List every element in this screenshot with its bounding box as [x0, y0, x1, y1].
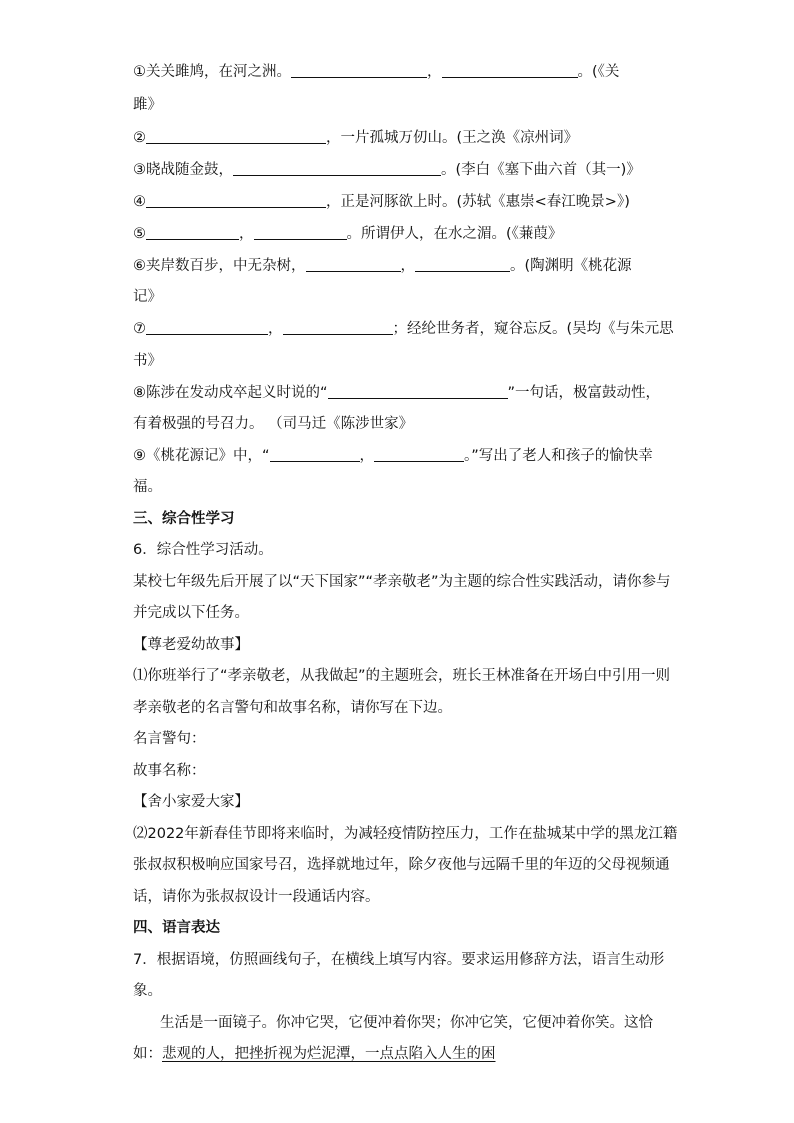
passage-text: 如：	[133, 1046, 162, 1062]
item-text: ，	[239, 226, 254, 242]
item-text: ”一句话，极富鼓动性，	[507, 385, 661, 401]
item-text: ；经纶世务者，窥谷忘反。(吴均《与朱元思	[392, 321, 674, 337]
fill-item-7-cont: 书》	[133, 353, 162, 369]
blank-line[interactable]	[270, 447, 360, 462]
item-text: 。”写出了老人和孩子的愉快幸	[464, 448, 653, 464]
task-1-line-1: ⑴你班举行了“孝亲敬老，从我做起”的主题班会，班长王林准备在开场白中引用一则	[133, 668, 671, 684]
item-text: ，	[400, 258, 415, 274]
item-text: ，正是河豚欲上时。(苏轼《惠崇<春江晚景>》)	[326, 194, 630, 210]
section-heading-4: 四、语言表达	[133, 920, 220, 936]
question-7-line-1: 7．根据语境，仿照画线句子，在横线上填写内容。要求运用修辞方法，语言生动形	[133, 952, 665, 968]
fill-item-3	[133, 160, 641, 182]
fill-item-6-cont: 记》	[133, 289, 162, 305]
passage-line-1: 生活是一面镜子。你冲它哭，它便冲着你哭；你冲它笑，它便冲着你笑。这恰	[160, 1015, 653, 1031]
item-text: 。所谓伊人，在水之湄。(《蒹葭》	[346, 226, 563, 242]
item-text: ③晓战随金鼓，	[133, 162, 233, 178]
fill-item-5	[133, 224, 562, 246]
item-text: ，	[359, 448, 375, 464]
item-text: 。(陶渊明《桃花源	[510, 258, 632, 274]
item-text: 。(《关	[577, 64, 620, 80]
fill-item-8-cont: 有着极强的号召力。 （司马迁《陈涉世家》	[133, 416, 414, 432]
item-text: ④	[133, 194, 146, 210]
task-2-title: 【舍小家爱大家】	[133, 794, 249, 810]
blank-line[interactable]	[146, 193, 326, 208]
task-2-line-1: ⑵2022年新春佳节即将来临时，为减轻疫情防控压力，工作在盐城某中学的黑龙江籍	[133, 826, 678, 842]
blank-line[interactable]	[146, 320, 268, 335]
intro-line-2: 并完成以下任务。	[133, 605, 249, 621]
quote-label: 名言警句：	[133, 731, 206, 747]
item-text: 。(李白《塞下曲六首（其一)》	[441, 162, 641, 178]
fill-item-1	[133, 62, 619, 84]
blank-line[interactable]	[306, 257, 401, 272]
item-text: ⑦	[133, 321, 146, 337]
blank-line[interactable]	[233, 161, 441, 176]
passage-line-2	[133, 1044, 496, 1066]
blank-line[interactable]	[146, 129, 326, 144]
blank-line[interactable]	[291, 63, 427, 78]
fill-item-9-cont: 福。	[133, 479, 162, 495]
fill-item-4	[133, 192, 630, 214]
fill-item-2	[133, 128, 578, 150]
story-label: 故事名称：	[133, 763, 206, 779]
blank-line[interactable]	[283, 320, 393, 335]
item-text: ，一片孤城万仞山。(王之涣《凉州词》	[326, 130, 579, 146]
item-text: ，	[268, 321, 283, 337]
task-2-line-3: 话，请你为张叔叔设计一段通话内容。	[133, 889, 380, 905]
fill-item-6	[133, 256, 632, 278]
item-text: ⑤	[133, 226, 146, 242]
task-2-line-2: 张叔叔积极响应国家号召，选择就地过年，除夕夜他与远隔千里的年迈的父母视频通	[133, 857, 670, 873]
item-text: ，	[427, 64, 442, 80]
fill-item-7	[133, 319, 674, 341]
item-text: ②	[133, 130, 146, 146]
fill-item-9	[133, 446, 653, 468]
intro-line-1: 某校七年级先后开展了以“天下国家”“孝亲敬老”为主题的综合性实践活动，请你参与	[133, 574, 671, 590]
blank-line[interactable]	[328, 384, 508, 399]
blank-line[interactable]	[374, 447, 464, 462]
question-7-line-2: 象。	[133, 983, 162, 999]
task-1-title: 【尊老爱幼故事】	[133, 637, 249, 653]
section-heading-3: 三、综合性学习	[133, 511, 235, 527]
item-text: ⑨《桃花源记》中，“	[133, 448, 270, 464]
task-1-line-2: 孝亲敬老的名言警句和故事名称，请你写在下边。	[133, 700, 452, 716]
question-6: 6．综合性学习活动。	[133, 542, 273, 558]
blank-line[interactable]	[146, 225, 239, 240]
item-text: ①关关雎鸠，在河之洲。	[133, 64, 291, 80]
fill-item-8	[133, 383, 660, 405]
item-text: ⑧陈涉在发动戍卒起义时说的“	[133, 385, 328, 401]
underlined-sentence: 悲观的人，把挫折视为烂泥潭，一点点陷入人生的困	[162, 1046, 496, 1062]
blank-line[interactable]	[254, 225, 347, 240]
blank-line[interactable]	[415, 257, 510, 272]
item-text: ⑥夹岸数百步，中无杂树，	[133, 258, 306, 274]
blank-line[interactable]	[442, 63, 578, 78]
fill-item-1-cont: 雎》	[133, 97, 162, 113]
